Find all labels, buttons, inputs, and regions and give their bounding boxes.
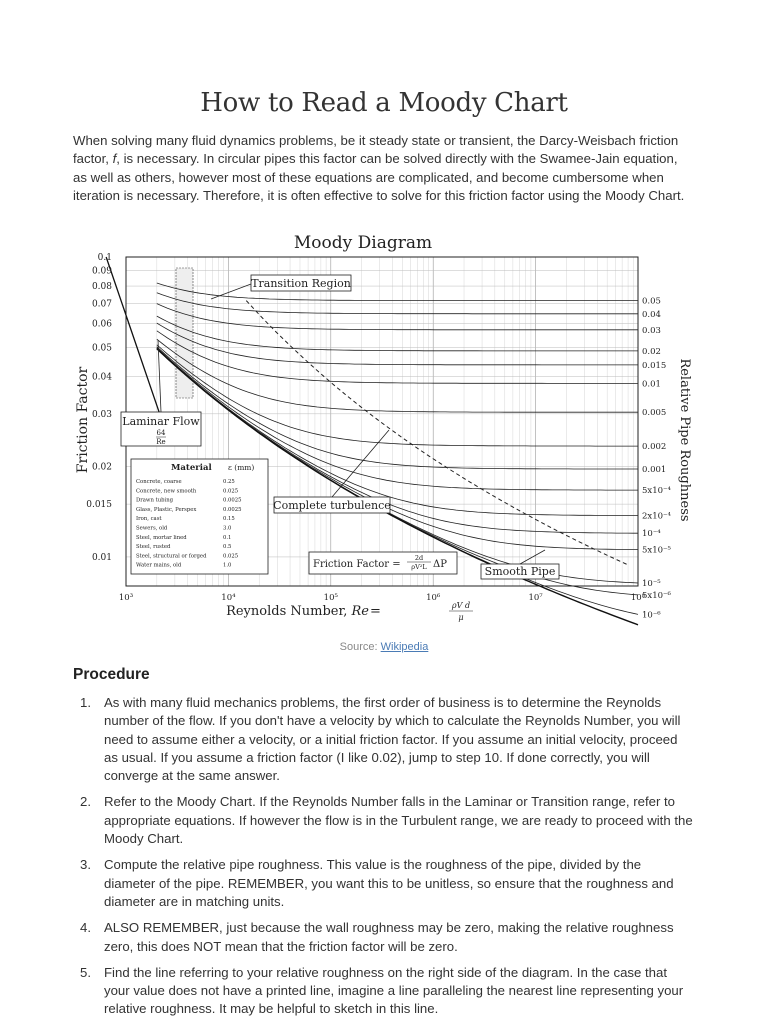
y-tick-label: 0.06 — [91, 319, 112, 330]
y-tick-label: 0.01 — [91, 552, 112, 563]
material-roughness: 0.0025 — [223, 497, 242, 504]
material-roughness: 0.15 — [223, 516, 235, 523]
roughness-curve — [157, 283, 638, 301]
x-axis-re-den: μ — [458, 613, 464, 622]
roughness-label: 0.02 — [642, 346, 661, 357]
friction-eq-den: ρV²L — [411, 563, 427, 571]
material-name: Water mains, old — [136, 562, 182, 569]
y-tick-label: 0.1 — [97, 253, 112, 263]
material-name: Drawn tubing — [136, 497, 173, 504]
y-tick-label: 0.09 — [91, 266, 112, 277]
laminar-eq-den: Re — [156, 438, 166, 446]
material-roughness: 0.1 — [223, 534, 232, 541]
y-tick-label: 0.04 — [91, 372, 112, 383]
roughness-label: 0.03 — [642, 325, 661, 336]
step-number: 5. — [80, 964, 91, 980]
material-col-header: Material — [171, 463, 212, 473]
complete-label: Complete turbulence — [273, 499, 391, 512]
laminar-line — [106, 257, 161, 418]
roughness-label: 10⁻⁵ — [642, 578, 661, 589]
x-tick-label: 10⁵ — [323, 593, 338, 603]
material-name: Concrete, coarse — [136, 479, 182, 485]
chart-title: Moody Diagram — [293, 233, 433, 253]
x-axis-re-num: ρV d — [451, 601, 471, 610]
step-text: As with many fluid mechanics problems, the first order of business is to determine the Reynolds number of the flow. If you don't have a velocity by which to calculate the Reynolds Number, you will need to assume either a velocity, or a initial friction factor. If you assume an initial velocity, proceed as usual. If you assume a friction factor (I like 0.02), jump to step 10. If done correctly, you will converge at the same answer. — [104, 695, 681, 784]
roughness-label: 10⁻⁴ — [642, 529, 661, 540]
page-title: How to Read a Moody Chart — [200, 88, 568, 118]
x-axis-label-visible: Reynolds Number, Re — [226, 604, 369, 619]
roughness-curve — [157, 304, 638, 330]
step-text: Compute the relative pipe roughness. This value is the roughness of the pipe, divided by the diameter of the pipe. REMEMBER, you want this to be unitless, so ensure that the roughness and diameter are in matching units. — [104, 857, 674, 909]
x-tick-label: 10⁷ — [528, 593, 543, 603]
material-roughness: 0.0025 — [223, 506, 242, 513]
procedure-step — [73, 856, 693, 911]
roughness-label: 5x10⁻⁴ — [642, 486, 671, 497]
roughness-label: 0.002 — [642, 442, 667, 453]
roughness-label: 5x10⁻⁵ — [642, 545, 671, 556]
step-number: 1. — [80, 695, 91, 710]
roughness-curve — [157, 345, 638, 446]
material-name: Steel, mortar lined — [136, 534, 187, 541]
step-number: 3. — [80, 857, 91, 873]
roughness-labels — [642, 297, 672, 621]
roughness-curve — [157, 316, 638, 351]
intro-italic-f: f — [112, 151, 117, 167]
step-text: Find the line referring to your relative roughness on the right side of the diagram. In the case that your value does not have a printed line, imagine a line paralleling the nearest line representing your relative roughness. It may be helpful to sketch in this line. — [104, 964, 684, 1017]
material-name: Steel, rusted — [136, 544, 171, 551]
material-name: Iron, cast — [136, 516, 162, 523]
x-tick-label: 10⁸ — [630, 593, 646, 603]
y-tick-label: 0.08 — [91, 282, 112, 293]
intro-text-2: , is necessary. In circular pipes this factor can be solved directly with the Swamee-Jain equation, as well as others, however most of these equations are complicated, and become cumbersome when iteration is necessary. Therefore, it is often effective to solve for this friction factor using the Moody Chart. — [73, 151, 685, 203]
material-table — [131, 459, 268, 574]
procedure-step — [73, 793, 693, 848]
roughness-label: 0.001 — [642, 465, 667, 476]
epsilon-col-header: ε (mm) — [228, 463, 255, 472]
intro-paragraph — [73, 132, 693, 205]
roughness-label: 10⁻⁶ — [642, 610, 661, 621]
material-roughness: 0.25 — [223, 479, 235, 485]
intro-text-1: When solving many fluid dynamics problems, be it steady state or transient, the Darcy-Weisbach friction factor, — [73, 133, 679, 167]
procedure-step — [73, 694, 693, 785]
roughness-label: 0.05 — [642, 296, 661, 307]
roughness-label: 0.005 — [642, 408, 667, 419]
material-roughness: 0.5 — [223, 544, 232, 551]
roughness-curve — [157, 339, 638, 412]
roughness-label: 0.01 — [642, 379, 661, 390]
y-tick-label: 0.03 — [91, 409, 112, 420]
friction-eq: Friction Factor = — [313, 559, 401, 570]
y-tick-label: 0.015 — [86, 500, 112, 511]
image-source — [0, 641, 768, 653]
moody-chart — [73, 230, 695, 630]
friction-eq-num: 2d — [414, 554, 424, 562]
laminar-label: Laminar Flow — [122, 415, 200, 428]
material-roughness: 3.0 — [223, 525, 232, 532]
complete-turbulence-line — [246, 301, 628, 565]
transition-label: Transition Region — [251, 277, 351, 290]
roughness-curve — [157, 331, 638, 384]
roughness-label: 0.015 — [642, 360, 667, 371]
procedure-list — [73, 694, 693, 1027]
material-roughness: 0.025 — [223, 553, 239, 560]
material-name: Concrete, new smooth — [136, 488, 197, 495]
material-name: Glass, Plastic, Perspex — [136, 506, 197, 513]
procedure-heading: Procedure — [73, 666, 150, 683]
roughness-label: 5x10⁻⁶ — [642, 590, 671, 601]
y2-axis-label: Relative Pipe Roughness — [677, 358, 692, 522]
roughness-label: 2x10⁻⁴ — [642, 511, 671, 522]
procedure-step — [73, 919, 693, 956]
laminar-eq-num: 64 — [156, 429, 166, 437]
smooth-label: Smooth Pipe — [484, 565, 556, 578]
roughness-label: 0.04 — [642, 309, 661, 320]
x-axis-re-eq: = — [370, 604, 381, 619]
material-roughness: 0.025 — [223, 488, 239, 495]
source-link-wikipedia[interactable]: Wikipedia — [380, 641, 429, 653]
material-name: Steel, structural or forged — [136, 553, 207, 560]
procedure-step — [73, 964, 693, 1019]
x-tick-label: 10³ — [118, 593, 134, 603]
y-axis-label: Friction Factor — [75, 366, 91, 474]
material-roughness: 1.0 — [223, 562, 232, 569]
x-tick-label: 10⁶ — [426, 593, 441, 603]
step-number: 2. — [80, 794, 91, 810]
step-text: Refer to the Moody Chart. If the Reynolds Number falls in the Laminar or Transition range, refer to appropriate equations. If however the flow is in the Turbulent range, we are ready to proceed with the Moody Chart. — [104, 794, 693, 847]
material-name: Sewers, old — [136, 525, 168, 532]
x-tick-label: 10⁴ — [221, 593, 236, 603]
friction-eq-tail: ΔP — [433, 559, 447, 570]
step-text: ALSO REMEMBER, just because the wall roughness may be zero, making the relative roughness zero, this does NOT mean that the friction factor will be zero. — [104, 920, 674, 954]
step-number: 4. — [80, 920, 91, 936]
source-label: Source: — [339, 641, 381, 653]
y-tick-label: 0.02 — [91, 462, 112, 473]
y-tick-label: 0.05 — [91, 343, 112, 354]
y-tick-label: 0.07 — [91, 299, 112, 310]
